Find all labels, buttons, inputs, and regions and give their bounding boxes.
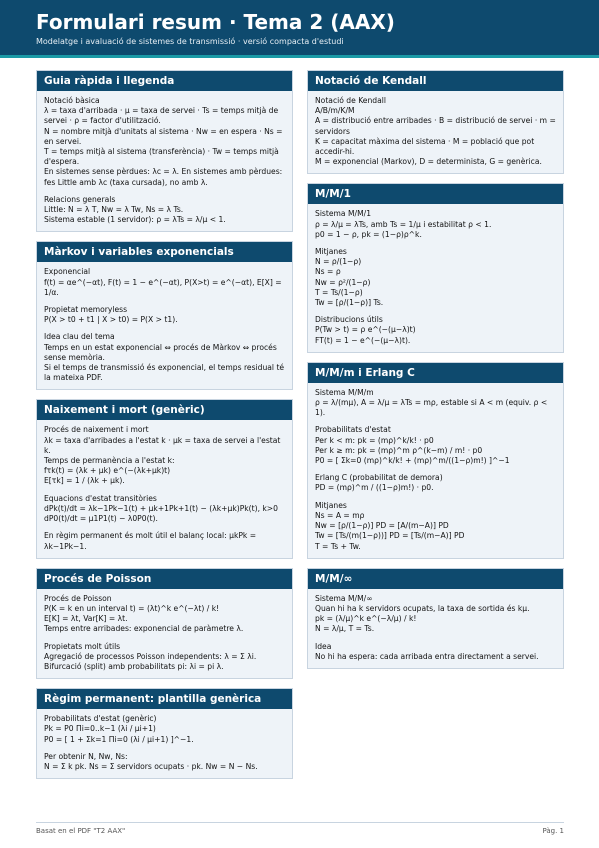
- section-heading: Notació de Kendall: [315, 96, 386, 105]
- formula-line: P0 = [ Σk=0 (mρ)^k/k! + (mρ)^m/((1−ρ)m!) ]^−1: [315, 456, 510, 466]
- card-body: [37, 91, 292, 231]
- card-section: [315, 473, 556, 493]
- card-body: [308, 383, 563, 558]
- card-section: [44, 305, 285, 325]
- card-section: [44, 267, 285, 298]
- card-title: Notació de Kendall: [308, 71, 563, 91]
- formula-line: Tw = [Ts/(m(1−ρ))] PD = [Ts/(m−A)] PD: [315, 531, 465, 541]
- card-section: [44, 752, 285, 772]
- page-title: Formulari resum · Tema 2 (AAX): [36, 10, 395, 34]
- section-heading: Propietat memoryless: [44, 305, 128, 315]
- formula-line: ρ = λ/μ = λTs, amb Ts = 1/μ i estabilitat ρ < 1.: [315, 219, 492, 229]
- formula-line: dP0(t)/dt = μ1P1(t) − λ0P0(t).: [44, 514, 158, 524]
- formula-line: Little: N = λ T, Nw = λ Tw, Ns = λ Ts.: [44, 205, 184, 215]
- section-heading: Notació bàsica: [44, 96, 100, 105]
- section-heading: Distribucions útils: [315, 315, 383, 325]
- section-heading: Idea clau del tema: [44, 332, 115, 342]
- section-heading: En règim permanent és molt útil el balanç local: μkPk = λk−1Pk−1.: [44, 531, 257, 551]
- section-heading: Sistema M/M/1: [315, 209, 372, 219]
- formula-line: En sistemes sense pèrdues: λc = λ. En sistemes amb pèrdues: fes Little amb λc (taxa cursada), no amb λ.: [44, 167, 283, 187]
- card-section: [315, 209, 556, 240]
- footer-page-number: Pàg. 1: [542, 827, 564, 835]
- formula-line: Ns = ρ: [315, 267, 341, 277]
- formula-line: Ns = A = mρ: [315, 510, 365, 520]
- section-heading: Idea: [315, 641, 332, 651]
- card-section: [44, 494, 285, 525]
- formula-line: No hi ha espera: cada arribada entra directament a servei.: [315, 651, 539, 661]
- formula-card: [307, 183, 564, 352]
- card-section: [315, 642, 556, 662]
- formula-line: Nw = [ρ/(1−ρ)] PD = [A/(m−A)] PD: [315, 521, 449, 531]
- card-section: [315, 247, 556, 308]
- card-section: [44, 531, 285, 551]
- formula-line: fτk(t) = (λk + μk) e^(−(λk+μk)t): [44, 466, 171, 476]
- formula-line: Temps de permanència a l'estat k:: [44, 456, 175, 466]
- formula-line: P(K = k en un interval t) = (λt)^k e^(−λt) / k!: [44, 603, 220, 613]
- card-body: [37, 589, 292, 678]
- formula-card: [36, 568, 293, 679]
- formula-line: p0 = 1 − ρ, pk = (1−ρ)ρ^k.: [315, 229, 422, 239]
- card-section: [315, 96, 556, 167]
- formula-line: Agregació de processos Poisson independents: λ = Σ λi.: [44, 651, 257, 661]
- columns: [36, 70, 564, 788]
- formula-line: ρ = λ/(mμ), A = λ/μ = λTs = mρ, estable si A < m (equiv. ρ < 1).: [315, 398, 548, 418]
- formula-line: E[K] = λt, Var[K] = λt.: [44, 614, 128, 624]
- section-heading: Sistema M/M/m: [315, 387, 374, 397]
- formula-line: T = temps mitjà al sistema (transferència) · Tw = temps mitjà d'espera.: [44, 147, 279, 167]
- card-body: [308, 204, 563, 351]
- formula-line: Bifurcació (split) amb probabilitats pi: λi = pi λ.: [44, 661, 224, 671]
- formula-card: [307, 568, 564, 669]
- formula-line: N = nombre mitjà d'unitats al sistema · Nw = en espera · Ns = en servei.: [44, 126, 283, 146]
- formula-line: FT(t) = 1 − e^(−(μ−λ)t).: [315, 335, 411, 345]
- formula-line: f(t) = αe^(−αt), F(t) = 1 − e^(−αt), P(X>t) = e^(−αt), E[X] = 1/α.: [44, 277, 282, 297]
- card-section: [315, 388, 556, 419]
- formula-line: dPk(t)/dt = λk−1Pk−1(t) + μk+1Pk+1(t) − (λk+μk)Pk(t), k>0: [44, 503, 278, 513]
- formula-line: N = Σ k pk. Ns = Σ servidors ocupats · pk. Nw = N − Ns.: [44, 761, 258, 771]
- formula-line: K = capacitat màxima del sistema · M = població que pot accedir-hi.: [315, 136, 535, 157]
- formula-line: Temps entre arribades: exponencial de paràmetre λ.: [44, 624, 244, 634]
- formula-card: [36, 688, 293, 779]
- section-heading: Procés de Poisson: [44, 593, 112, 603]
- formula-line: P0 = [ 1 + Σk=1 Πi=0 (λi / μi+1) ]^−1.: [44, 734, 194, 744]
- formula-line: Per k ≥ m: pk = (mρ)^m ρ^(k−m) / m! · p0: [315, 445, 483, 455]
- card-section: [315, 501, 556, 552]
- card-section: [44, 332, 285, 383]
- footer-source: Basat en el PDF "T2 AAX": [36, 827, 126, 835]
- formula-line: λk = taxa d'arribades a l'estat k · μk = taxa de servei a l'estat k.: [44, 435, 281, 455]
- formula-line: T = Ts/(1−ρ): [315, 287, 363, 297]
- section-heading: Mitjanes: [315, 247, 347, 257]
- card-title: Guia ràpida i llegenda: [37, 71, 292, 91]
- formula-line: N = ρ/(1−ρ): [315, 257, 362, 267]
- card-title: Règim permanent: plantilla genèrica: [37, 689, 292, 709]
- card-title: Procés de Poisson: [37, 569, 292, 589]
- card-body: [308, 91, 563, 173]
- card-title: M/M/m i Erlang C: [308, 363, 563, 383]
- formula-line: Si el temps de transmissió és exponencial, el temps residual té la mateixa PDF.: [44, 363, 285, 383]
- card-section: [315, 425, 556, 466]
- formula-line: E[τk] = 1 / (λk + μk).: [44, 476, 125, 486]
- card-title: M/M/∞: [308, 569, 563, 589]
- left-column: [36, 70, 293, 788]
- right-column: [307, 70, 564, 788]
- formula-line: Nw = ρ²/(1−ρ): [315, 277, 371, 287]
- card-title: Màrkov i variables exponencials: [37, 242, 292, 262]
- section-heading: Equacions d'estat transitòries: [44, 493, 157, 503]
- formula-line: pk = (λ/μ)^k e^(−λ/μ) / k!: [315, 614, 417, 624]
- section-heading: Erlang C (probabilitat de demora): [315, 473, 443, 483]
- formula-line: Temps en un estat exponencial ⇔ procés de Màrkov ⇔ procés sense memòria.: [44, 342, 277, 362]
- formula-line: A/B/m/K/M: [315, 106, 355, 116]
- formula-line: PD = (mρ)^m / ((1−ρ)m!) · p0.: [315, 483, 434, 493]
- card-section: [44, 425, 285, 486]
- formula-line: P(Tw > t) = ρ e^(−(μ−λ)t): [315, 325, 416, 335]
- formula-line: N = λ/μ, T = Ts.: [315, 624, 375, 634]
- formula-line: Quan hi ha k servidors ocupats, la taxa de sortida és kμ.: [315, 603, 530, 613]
- section-heading: Per obtenir N, Nw, Ns:: [44, 751, 128, 761]
- card-section: [44, 642, 285, 673]
- section-heading: Sistema M/M/∞: [315, 593, 373, 603]
- formula-card: [307, 70, 564, 174]
- section-heading: Exponencial: [44, 267, 91, 277]
- card-section: [44, 96, 285, 188]
- card-body: [37, 420, 292, 557]
- page-subtitle: Modelatge i avaluació de sistemes de transmissió · versió compacta d'estudi: [36, 37, 344, 46]
- section-heading: Procés de naixement i mort: [44, 425, 149, 435]
- formula-card: [36, 70, 293, 232]
- card-title: Naixement i mort (genèric): [37, 400, 292, 420]
- formula-card: [36, 399, 293, 558]
- section-heading: Relacions generals: [44, 194, 116, 204]
- card-body: [37, 709, 292, 778]
- card-section: [44, 195, 285, 226]
- formula-line: A = distribució entre arribades · B = distribució de servei · m = servidors: [315, 116, 556, 136]
- card-section: [315, 594, 556, 635]
- formula-line: P(X > t0 + t1 | X > t0) = P(X > t1).: [44, 315, 178, 325]
- section-heading: Probabilitats d'estat (genèric): [44, 714, 157, 724]
- card-body: [308, 589, 563, 668]
- formula-line: Pk = P0 Πi=0..k−1 (λi / μi+1): [44, 724, 156, 734]
- card-section: [44, 714, 285, 745]
- page-header: [0, 0, 599, 58]
- card-section: [44, 594, 285, 635]
- formula-line: λ = taxa d'arribada · μ = taxa de servei · Ts = temps mitjà de servei · ρ = factor d'utilització.: [44, 106, 279, 126]
- formula-card: [36, 241, 293, 390]
- card-title: M/M/1: [308, 184, 563, 204]
- section-heading: Propietats molt útils: [44, 641, 121, 651]
- formula-line: Tw = [ρ/(1−ρ)] Ts.: [315, 298, 384, 308]
- section-heading: Probabilitats d'estat: [315, 425, 391, 435]
- card-body: [37, 262, 292, 389]
- page-footer: [36, 822, 564, 835]
- card-section: [315, 315, 556, 346]
- formula-line: Sistema estable (1 servidor): ρ = λTs = λ/μ < 1.: [44, 215, 226, 225]
- formula-card: [307, 362, 564, 559]
- formula-line: M = exponencial (Markov), D = determinista, G = genèrica.: [315, 157, 542, 167]
- section-heading: Mitjanes: [315, 500, 347, 510]
- formula-line: Per k < m: pk = (mρ)^k/k! · p0: [315, 435, 434, 445]
- formula-line: T = Ts + Tw.: [315, 541, 361, 551]
